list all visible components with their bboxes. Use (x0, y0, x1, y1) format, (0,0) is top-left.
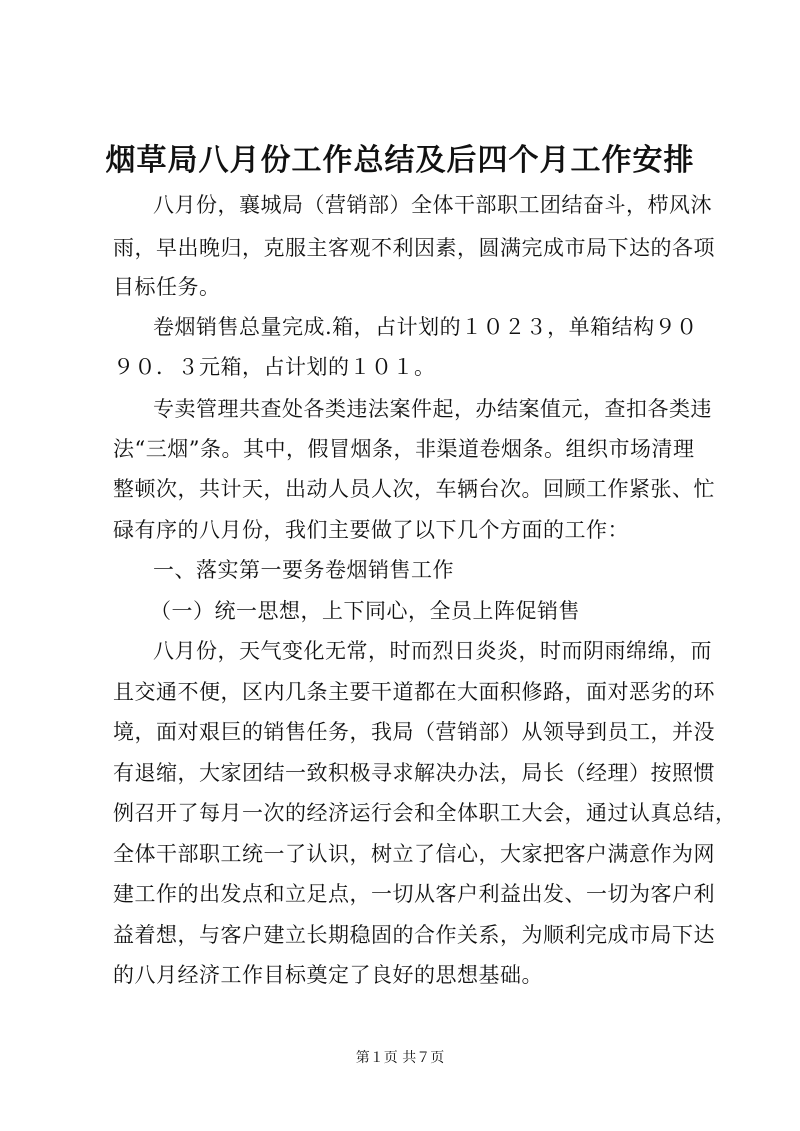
paragraph-line: 且交通不便，区内几条主要干道都在大面积修路，面对恶劣的环 (113, 680, 715, 704)
paragraph-line: 益着想，与客户建立长期稳固的合作关系，为顺利完成市局下达 (113, 923, 715, 947)
paragraph-line: 整顿次，共计天，出动人员人次，车辆台次。回顾工作紧张、忙 (113, 477, 715, 501)
paragraph-line: 境，面对艰巨的销售任务，我局（营销部）从领导到员工，并没 (113, 720, 715, 744)
paragraph-line: 法“三烟”条。其中，假冒烟条，非渠道卷烟条。组织市场清理 (113, 437, 695, 461)
paragraph-line: 目标任务。 (113, 275, 221, 299)
paragraph-line: ９０．３元箱，占计划的１０１。 (113, 355, 436, 379)
paragraph-line: 雨，早出晚归，克服主客观不利因素，圆满完成市局下达的各项 (113, 236, 715, 260)
paragraph-line: 八月份，天气变化无常，时而烈日炎炎，时而阴雨绵绵，而 (153, 639, 712, 663)
paragraph-line: 例召开了每月一次的经济运行会和全体职工大会，通过认真总结， (113, 801, 737, 825)
paragraph-line: 八月份，襄城局（营销部）全体干部职工团结奋斗，栉风沐 (153, 193, 712, 217)
document-title: 烟草局八月份工作总结及后四个月工作安排 (105, 143, 695, 178)
paragraph-line: 碌有序的八月份，我们主要做了以下几个方面的工作： (113, 518, 629, 542)
paragraph-line: 卷烟销售总量完成.箱，占计划的１０２３，单箱结构９０ (153, 315, 698, 339)
section-heading: 一、落实第一要务卷烟销售工作 (153, 558, 454, 582)
paragraph-line: 专卖管理共查处各类违法案件起，办结案值元，查扣各类违 (153, 397, 712, 421)
paragraph-line: 建工作的出发点和立足点，一切从客户利益出发、一切为客户利 (113, 882, 715, 906)
paragraph-line: 全体干部职工统一了认识，树立了信心，大家把客户满意作为网 (113, 842, 715, 866)
page-footer: 第１页 共７页 (355, 1050, 445, 1066)
subsection-heading: （一）统一思想，上下同心，全员上阵促销售 (150, 599, 580, 623)
paragraph-line: 的八月经济工作目标奠定了良好的思想基础。 (113, 963, 543, 987)
paragraph-line: 有退缩，大家团结一致积极寻求解决办法，局长（经理）按照惯 (113, 761, 715, 785)
